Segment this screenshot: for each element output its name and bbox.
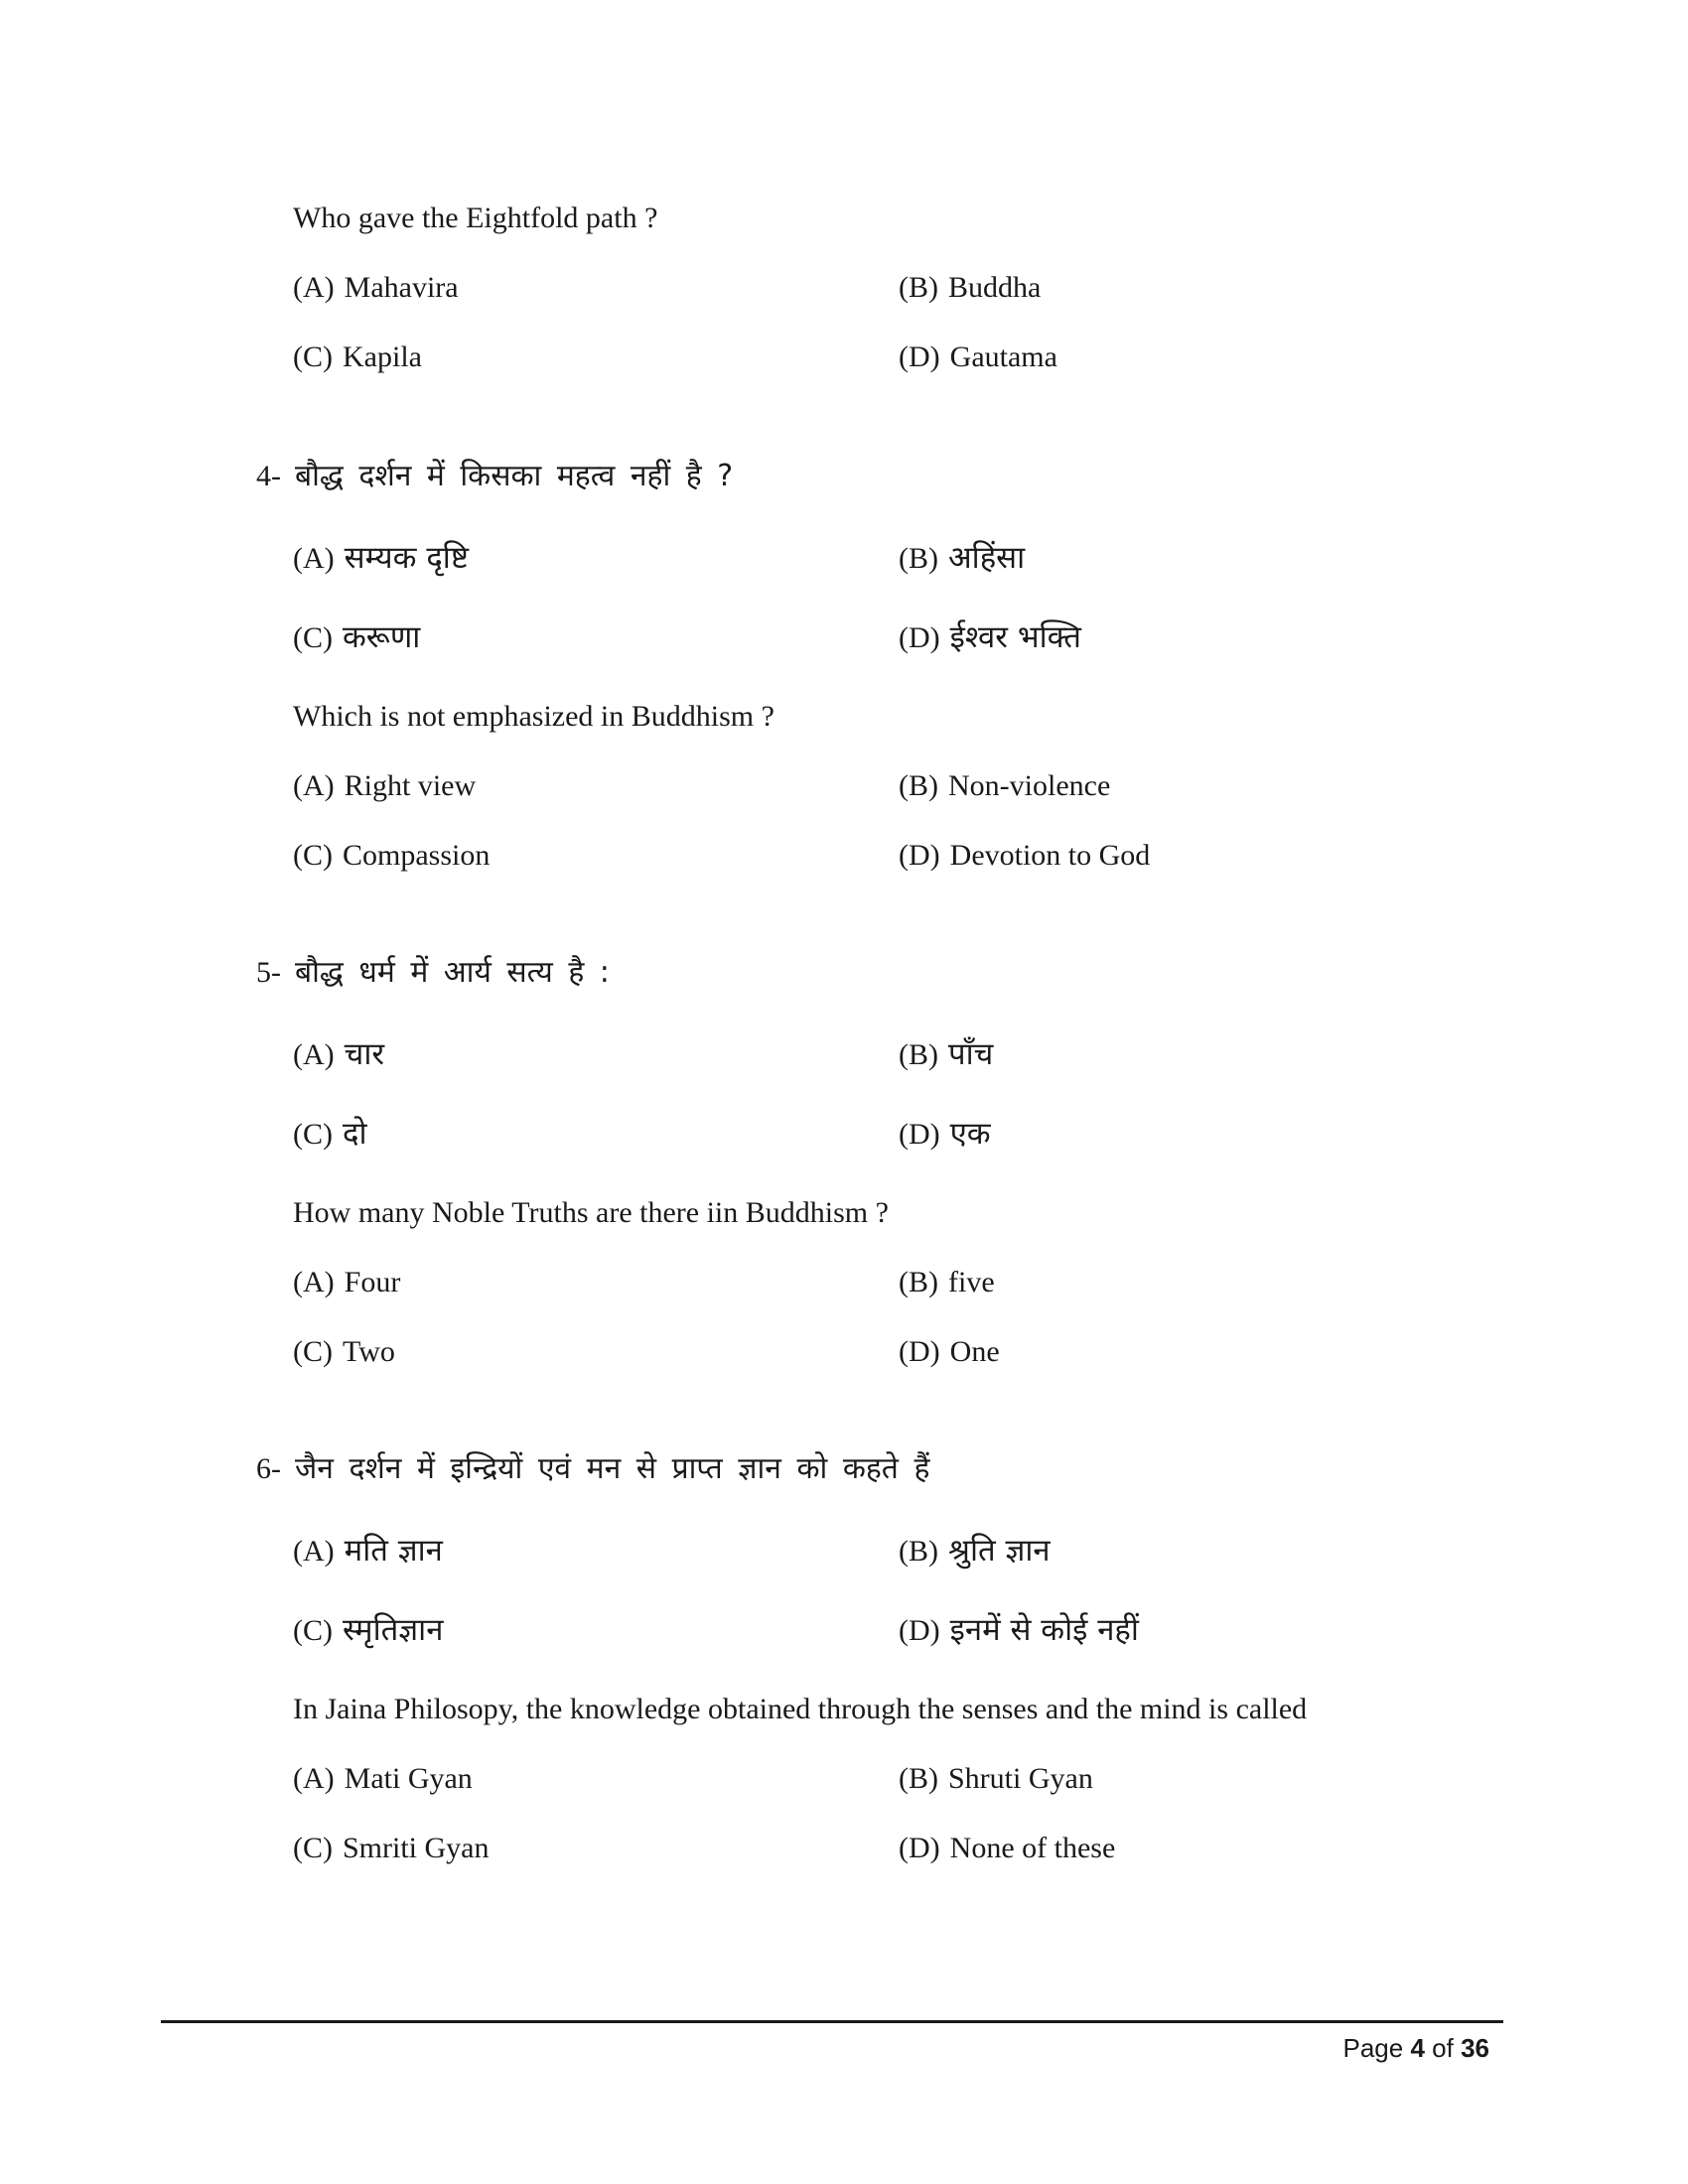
option-label: (B) <box>899 1762 938 1795</box>
option-label: (B) <box>899 1535 938 1568</box>
q5-option-c <box>293 1337 395 1367</box>
page-total: 36 <box>1461 2033 1489 2063</box>
question-4-english: Which is not emphasized in Buddhism ? <box>293 700 774 733</box>
option-label: (D) <box>899 621 940 654</box>
question-6-english: In Jaina Philosopy, the knowledge obtained through the senses and the mind is called <box>293 1693 1308 1725</box>
option-label: (B) <box>899 271 938 304</box>
option-label: (B) <box>899 769 938 802</box>
option-label: (C) <box>293 621 333 654</box>
option-text: Compassion <box>343 839 491 872</box>
option-text-hindi: इनमें से कोई नहीं <box>949 1612 1139 1648</box>
option-label: (B) <box>899 542 938 575</box>
page-of: of <box>1432 2033 1454 2063</box>
option-label: (A) <box>293 1762 335 1795</box>
option-text: Devotion to God <box>949 839 1151 872</box>
option-text: Non-violence <box>948 769 1111 802</box>
option-text-hindi: दो <box>343 1116 367 1152</box>
option-label: (C) <box>293 1335 333 1368</box>
footer-divider <box>161 2020 1503 2023</box>
option-label: (C) <box>293 839 333 872</box>
q5-option-b <box>899 1268 995 1297</box>
option-text: Mahavira <box>344 271 459 304</box>
page-number <box>1342 2033 1489 2064</box>
option-label: (A) <box>293 271 335 304</box>
option-label: (B) <box>899 1266 938 1298</box>
q6-hindi-option-b <box>899 1533 1051 1569</box>
option-label: (D) <box>899 1614 940 1647</box>
q6-option-b <box>899 1764 1093 1794</box>
option-text: Buddha <box>948 271 1042 304</box>
option-label: (D) <box>899 839 940 872</box>
option-text-hindi: श्रुति ज्ञान <box>948 1533 1051 1569</box>
q5-hindi-option-d <box>899 1116 991 1152</box>
option-text-hindi: अहिंसा <box>948 540 1026 576</box>
option-label: (A) <box>293 1038 335 1071</box>
q4-hindi-option-d <box>899 619 1081 655</box>
question-text-hindi: जैन दर्शन में इन्द्रियों एवं मन से प्राप्त ज्ञान को कहते हैं <box>295 1451 930 1486</box>
option-label: (A) <box>293 1535 335 1568</box>
option-text-hindi: चार <box>344 1036 385 1072</box>
option-text-hindi: करूणा <box>343 619 421 655</box>
question-text-hindi: बौद्ध धर्म में आर्य सत्य है : <box>295 955 610 990</box>
question-5-english: How many Noble Truths are there iin Buddhism ? <box>293 1196 889 1229</box>
option-text: Right view <box>344 769 477 802</box>
q4-hindi-option-a <box>293 540 469 576</box>
q4-option-d <box>899 841 1150 871</box>
option-label: (D) <box>899 1335 940 1368</box>
question-3-english: Who gave the Eightfold path ? <box>293 202 658 234</box>
question-6-hindi <box>256 1451 930 1486</box>
option-label: (D) <box>899 1118 940 1151</box>
option-text-hindi: मति ज्ञान <box>344 1533 443 1569</box>
option-text: Gautama <box>949 341 1057 373</box>
q6-option-a <box>293 1764 473 1794</box>
option-text-hindi: पाँच <box>948 1036 994 1072</box>
q6-hindi-option-d <box>899 1612 1139 1648</box>
question-text-hindi: बौद्ध दर्शन में किसका महत्व नहीं है ? <box>295 459 734 493</box>
option-text-hindi: सम्यक दृष्टि <box>344 540 469 576</box>
q6-hindi-option-a <box>293 1533 443 1569</box>
option-text: None of these <box>949 1832 1116 1864</box>
q5-hindi-option-c <box>293 1116 367 1152</box>
option-text-hindi: एक <box>949 1116 991 1152</box>
option-text: Smriti Gyan <box>343 1832 490 1864</box>
option-label: (C) <box>293 1118 333 1151</box>
option-text: Mati Gyan <box>344 1762 473 1795</box>
option-label: (A) <box>293 542 335 575</box>
q3-option-c <box>293 342 422 372</box>
option-label: (C) <box>293 341 333 373</box>
q4-hindi-option-c <box>293 619 421 655</box>
page-prefix: Page <box>1342 2033 1404 2063</box>
option-text-hindi: स्मृतिज्ञान <box>343 1612 444 1648</box>
option-text: Four <box>344 1266 401 1298</box>
q5-hindi-option-a <box>293 1036 385 1072</box>
q4-option-b <box>899 771 1110 801</box>
q4-option-c <box>293 841 490 871</box>
q5-hindi-option-b <box>899 1036 994 1072</box>
option-label: (B) <box>899 1038 938 1071</box>
question-number: 4- <box>256 460 281 492</box>
option-label: (A) <box>293 1266 335 1298</box>
option-text: Shruti Gyan <box>948 1762 1093 1795</box>
question-number: 6- <box>256 1452 281 1485</box>
option-label: (D) <box>899 341 940 373</box>
q3-option-b <box>899 273 1041 303</box>
q4-hindi-option-b <box>899 540 1026 576</box>
question-number: 5- <box>256 956 281 989</box>
q6-option-c <box>293 1834 490 1863</box>
option-text: Two <box>343 1335 395 1368</box>
q5-option-a <box>293 1268 400 1297</box>
option-text: One <box>949 1335 1000 1368</box>
q5-option-d <box>899 1337 1000 1367</box>
q4-option-a <box>293 771 476 801</box>
q6-hindi-option-c <box>293 1612 444 1648</box>
question-4-hindi <box>256 459 734 493</box>
option-label: (C) <box>293 1614 333 1647</box>
option-label: (A) <box>293 769 335 802</box>
page-current: 4 <box>1410 2033 1425 2063</box>
option-text: Kapila <box>343 341 422 373</box>
question-5-hindi <box>256 955 610 990</box>
option-label: (C) <box>293 1832 333 1864</box>
q3-option-a <box>293 273 459 303</box>
option-text-hindi: ईश्वर भक्ति <box>949 619 1081 655</box>
option-label: (D) <box>899 1832 940 1864</box>
q6-option-d <box>899 1834 1115 1863</box>
q3-option-d <box>899 342 1057 372</box>
option-text: five <box>948 1266 995 1298</box>
